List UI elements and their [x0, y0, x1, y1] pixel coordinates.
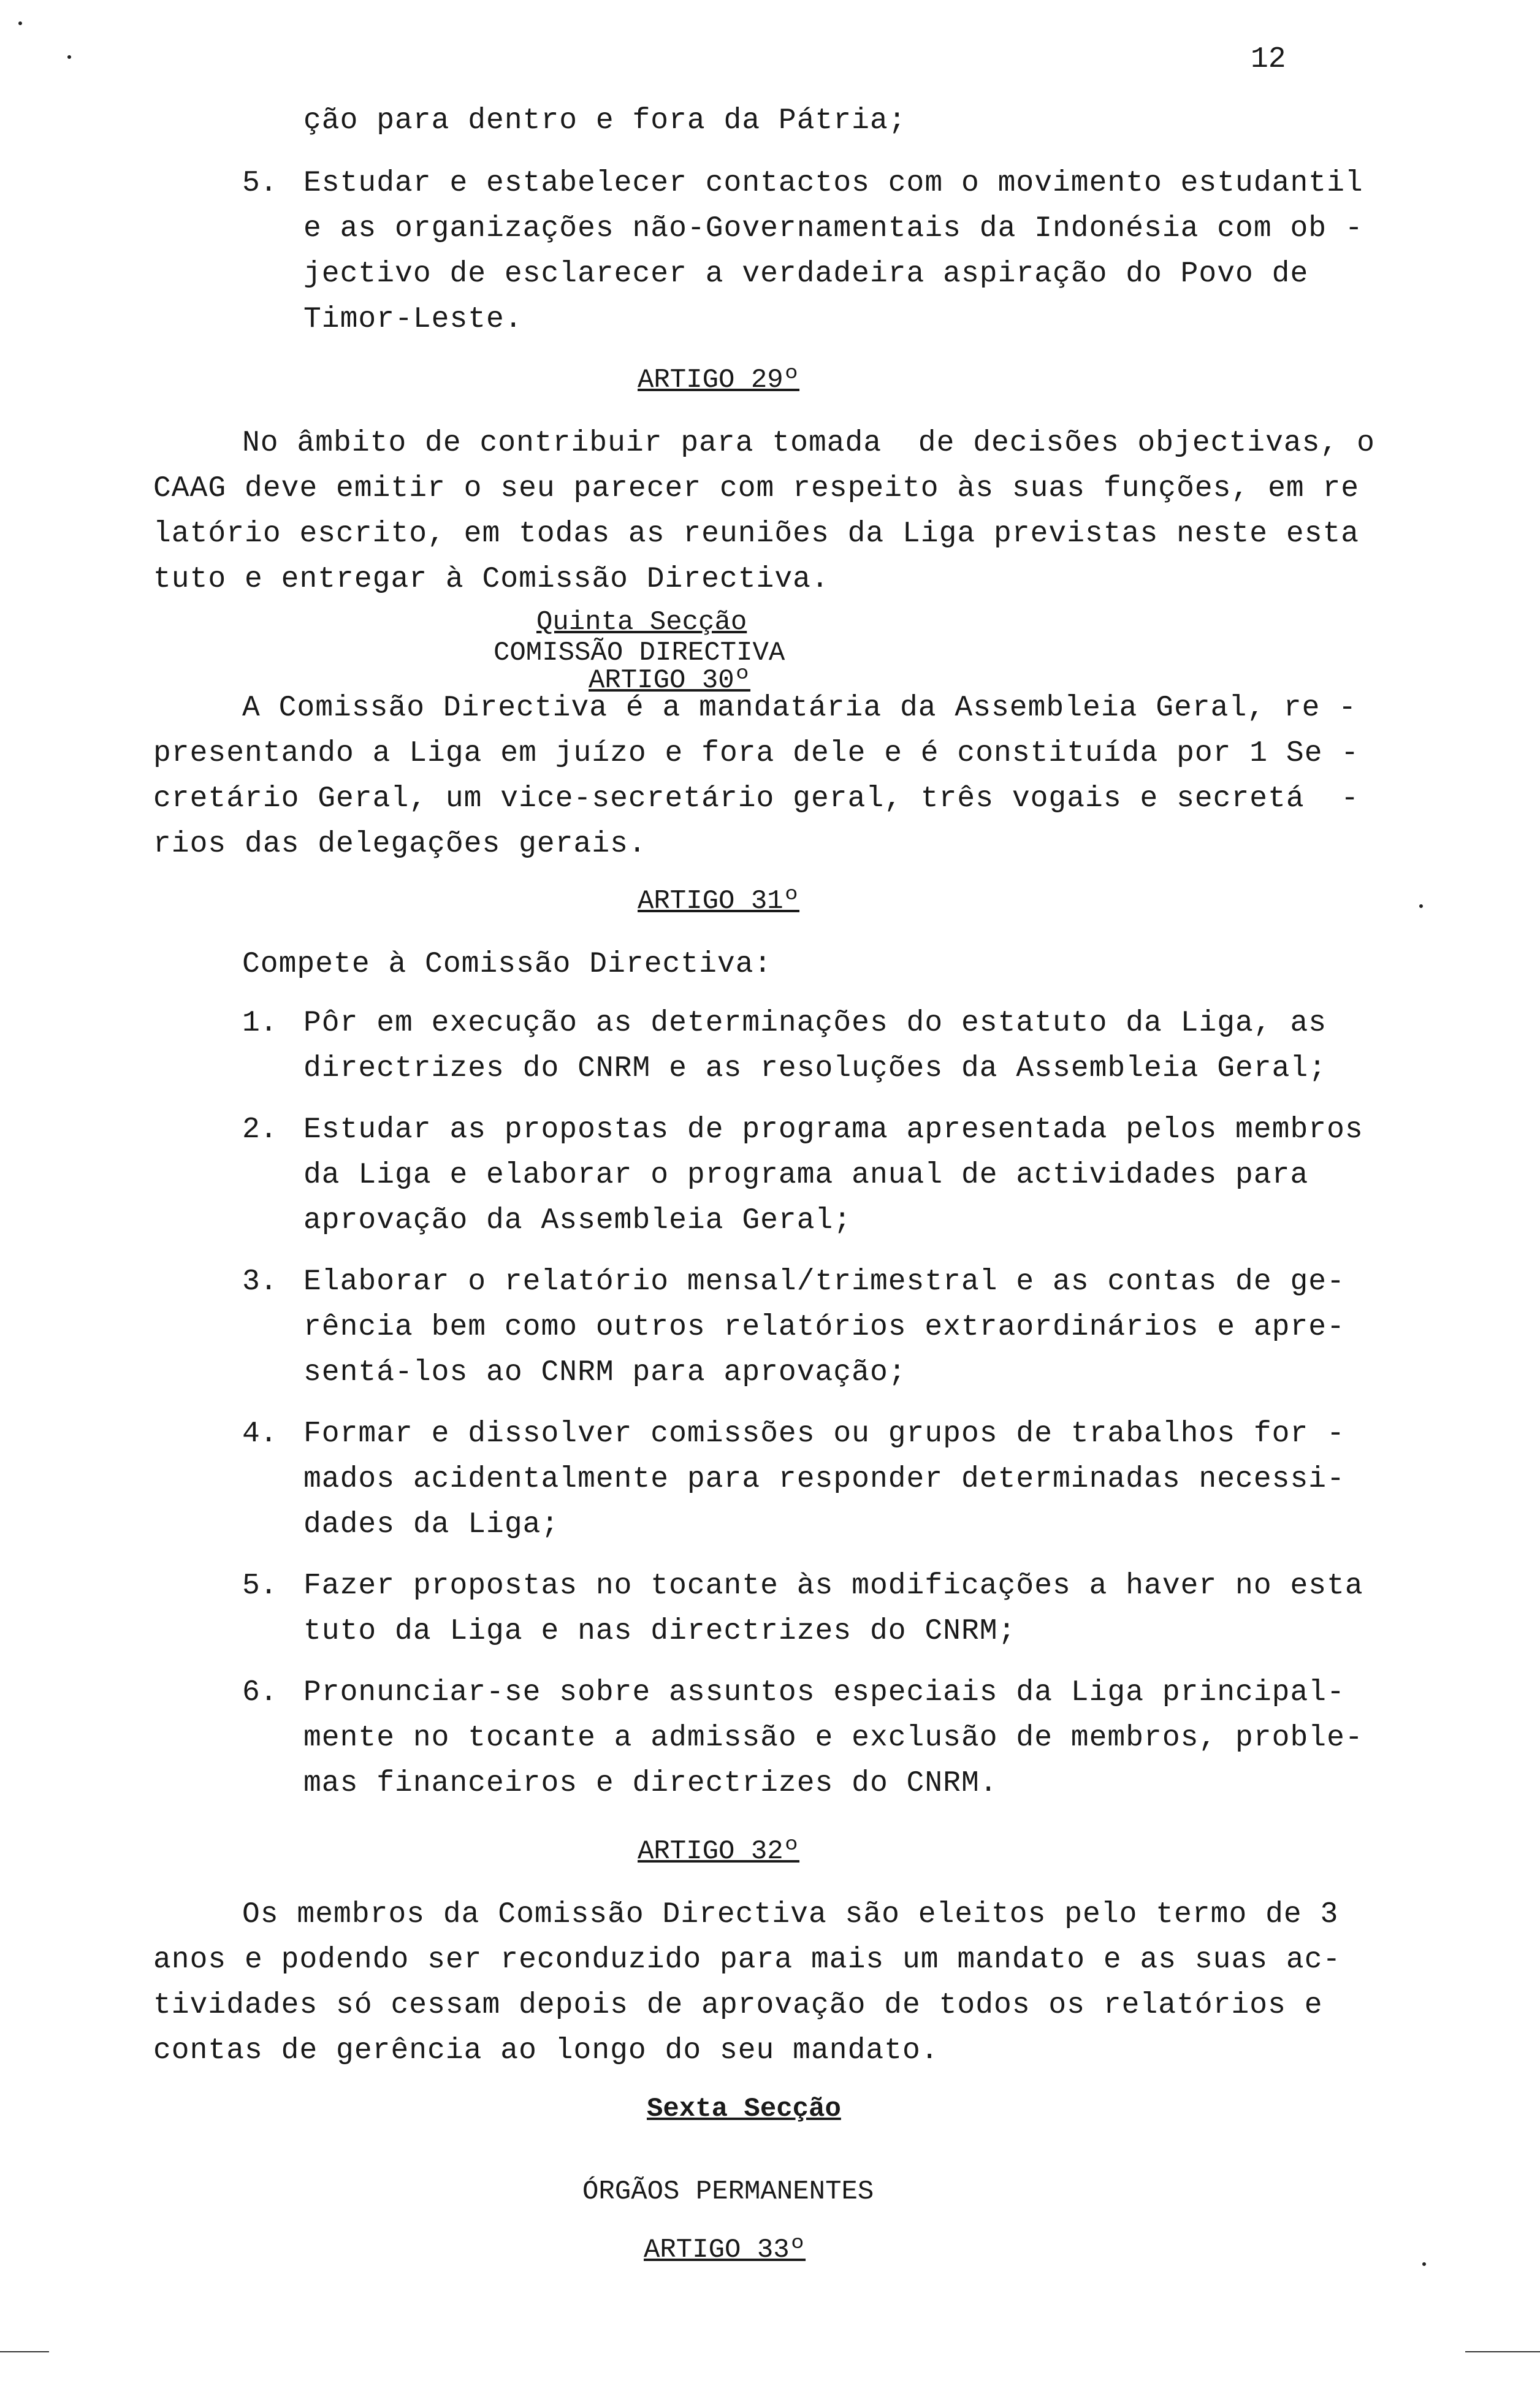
paragraph-line: contas de gerência ao longo do seu mandato.	[153, 2034, 939, 2067]
item-line: Timor-Leste.	[303, 303, 523, 336]
item-number: 2.	[242, 1113, 278, 1146]
paragraph-line: tividades só cessam depois de aprovação de todos os relatórios e	[153, 1989, 1323, 2022]
intro-line: ção para dentro e fora da Pátria;	[303, 104, 907, 137]
scan-speck	[18, 21, 22, 25]
item-line: mas financeiros e directrizes do CNRM.	[303, 1767, 998, 1800]
item-number: 6.	[242, 1676, 278, 1709]
item-line: rência bem como outros relatórios extraordinários e apre-	[303, 1311, 1345, 1344]
article-title: ARTIGO 30º	[589, 665, 751, 696]
item-line: da Liga e elaborar o programa anual de actividades para	[303, 1159, 1309, 1192]
item-line: Pronunciar-se sobre assuntos especiais da Liga principal-	[303, 1676, 1345, 1709]
article-title: ARTIGO 32º	[638, 1836, 800, 1867]
item-number: 1.	[242, 1007, 278, 1040]
paragraph-line: A Comissão Directiva é a mandatária da Assembleia Geral, re -	[242, 692, 1357, 725]
paragraph-line: cretário Geral, um vice-secretário geral, três vogais e secretá -	[153, 782, 1360, 815]
scan-edge-line	[1465, 2351, 1540, 2352]
paragraph-line: tuto e entregar à Comissão Directiva.	[153, 563, 829, 596]
scan-speck	[67, 55, 71, 59]
section-name: ÓRGÃOS PERMANENTES	[582, 2176, 874, 2207]
item-line: aprovação da Assembleia Geral;	[303, 1204, 852, 1237]
article-title: ARTIGO 31º	[638, 886, 800, 917]
item-line: tuto da Liga e nas directrizes do CNRM;	[303, 1615, 1016, 1648]
paragraph-line: Os membros da Comissão Directiva são eleitos pelo termo de 3	[242, 1898, 1339, 1931]
paragraph-line: presentando a Liga em juízo e fora dele e é constituída por 1 Se -	[153, 737, 1360, 770]
paragraph-line: latório escrito, em todas as reuniões da Liga previstas neste esta	[153, 517, 1360, 551]
item-number: 5.	[242, 167, 278, 200]
scan-edge-line	[0, 2351, 49, 2352]
item-line: mente no tocante a admissão e exclusão de membros, proble-	[303, 1722, 1363, 1755]
item-line: Estudar as propostas de programa apresentada pelos membros	[303, 1113, 1363, 1146]
paragraph-line: anos e podendo ser reconduzido para mais um mandato e as suas ac-	[153, 1943, 1341, 1977]
item-line: Estudar e estabelecer contactos com o movimento estudantil	[303, 167, 1363, 200]
item-line: Formar e dissolver comissões ou grupos de trabalhos for -	[303, 1417, 1345, 1451]
item-number: 4.	[242, 1417, 278, 1451]
item-line: directrizes do CNRM e as resoluções da Assembleia Geral;	[303, 1052, 1327, 1085]
section-name: COMISSÃO DIRECTIVA	[494, 638, 785, 668]
paragraph-line: No âmbito de contribuir para tomada de decisões objectivas, o	[242, 427, 1375, 460]
item-line: e as organizações não-Governamentais da Indonésia com ob -	[303, 212, 1363, 245]
scan-speck	[1422, 2262, 1426, 2266]
page-number: 12	[1251, 43, 1286, 76]
scan-speck	[1419, 904, 1423, 908]
paragraph-line: rios das delegações gerais.	[153, 828, 647, 861]
item-line: sentá-los ao CNRM para aprovação;	[303, 1356, 907, 1389]
item-line: Pôr em execução as determinações do estatuto da Liga, as	[303, 1007, 1327, 1040]
item-number: 5.	[242, 1569, 278, 1603]
item-line: Fazer propostas no tocante às modificações a haver no esta	[303, 1569, 1363, 1603]
section-title: Quinta Secção	[536, 607, 747, 638]
article-title: ARTIGO 33º	[644, 2235, 806, 2265]
item-number: 3.	[242, 1265, 278, 1298]
article-intro: Compete à Comissão Directiva:	[242, 948, 772, 981]
item-line: dades da Liga;	[303, 1508, 560, 1541]
paragraph-line: CAAG deve emitir o seu parecer com respeito às suas funções, em re	[153, 472, 1360, 505]
item-line: jectivo de esclarecer a verdadeira aspiração do Povo de	[303, 257, 1309, 291]
article-title: ARTIGO 29º	[638, 365, 800, 395]
item-line: mados acidentalmente para responder determinadas necessi-	[303, 1463, 1345, 1496]
item-line: Elaborar o relatório mensal/trimestral e as contas de ge-	[303, 1265, 1345, 1298]
section-title: Sexta Secção	[647, 2094, 841, 2124]
